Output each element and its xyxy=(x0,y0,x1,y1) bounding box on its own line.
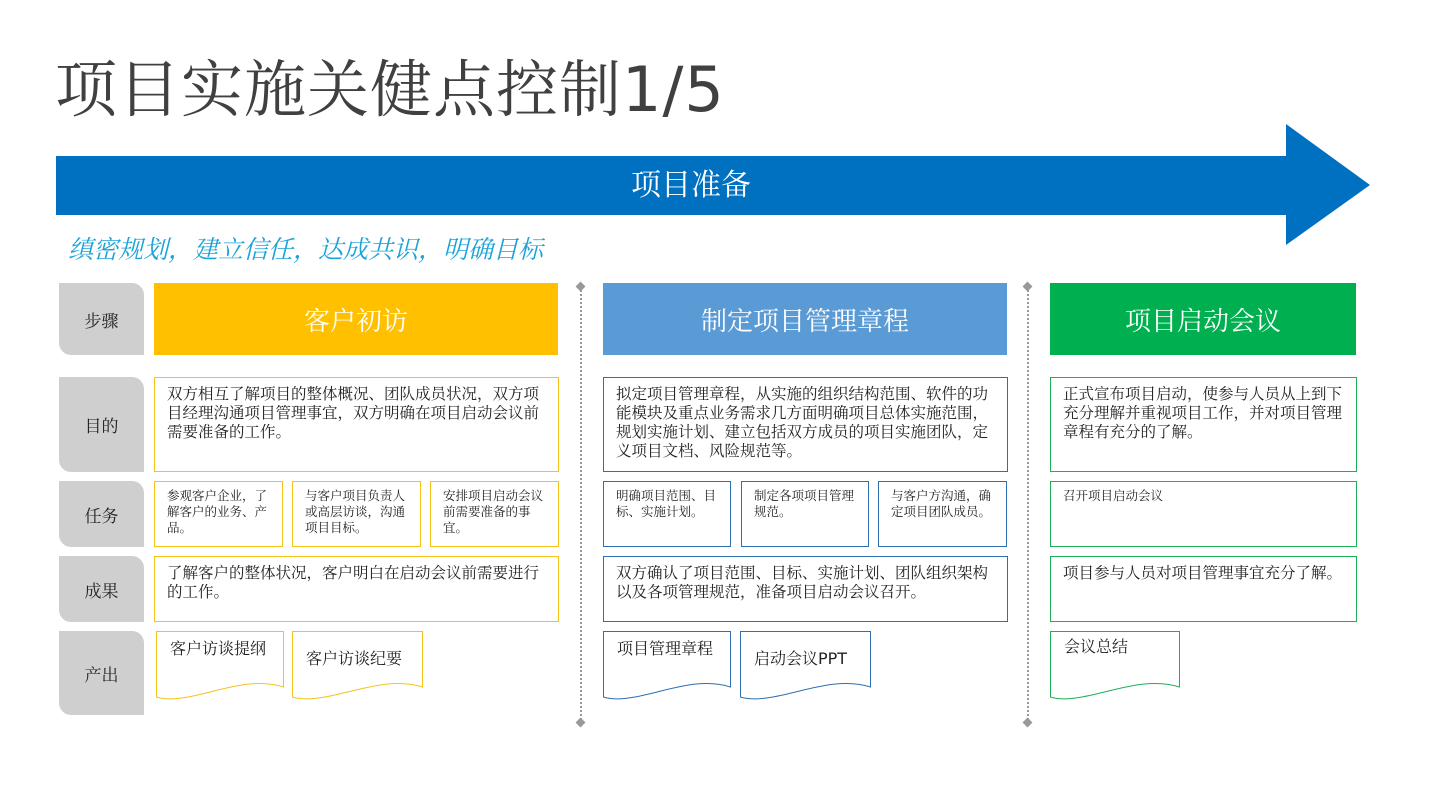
task-box: 安排项目启动会议前需要准备的事宜。 xyxy=(430,481,559,547)
tagline: 缜密规划，建立信任，达成共识，明确目标 xyxy=(68,235,544,264)
column-header-client-visit: 客户初访 xyxy=(154,283,558,355)
task-box: 参观客户企业，了解客户的业务、产品。 xyxy=(154,481,283,547)
output-document xyxy=(1050,631,1180,701)
result-box: 项目参与人员对项目管理事宜充分了解。 xyxy=(1050,556,1357,622)
output-document xyxy=(740,631,871,701)
column-header-management-charter: 制定项目管理章程 xyxy=(603,283,1007,355)
task-box: 与客户方沟通，确定项目团队成员。 xyxy=(878,481,1007,547)
result-box: 了解客户的整体状况，客户明白在启动会议前需要进行的工作。 xyxy=(154,556,559,622)
page-title: 项目实施关健点控制1/5 xyxy=(55,53,725,126)
output-label: 客户访谈纪要 xyxy=(306,649,403,668)
column-separator xyxy=(580,290,582,720)
row-label-step: 步骤 xyxy=(59,283,144,355)
task-box: 召开项目启动会议 xyxy=(1050,481,1357,547)
row-label-result: 成果 xyxy=(59,556,144,622)
row-label-task: 任务 xyxy=(59,481,144,547)
task-box: 制定各项项目管理规范。 xyxy=(741,481,869,547)
phase-label: 项目准备 xyxy=(631,168,751,203)
output-label: 客户访谈提纲 xyxy=(170,639,267,658)
purpose-box: 拟定项目管理章程，从实施的组织结构范围、软件的功能模块及重点业务需求几方面明确项目总体实施范围，规划实施计划、建立包括双方成员的项目实施团队，定义项目文档、风险规范等。 xyxy=(603,377,1008,472)
output-document xyxy=(603,631,731,701)
output-document xyxy=(156,631,284,701)
purpose-box: 正式宣布项目启动，使参与人员从上到下充分理解并重视项目工作，并对项目管理章程有充分的了解。 xyxy=(1050,377,1357,472)
output-label: 会议总结 xyxy=(1064,637,1129,656)
column-header-kickoff-meeting: 项目启动会议 xyxy=(1050,283,1356,355)
purpose-box: 双方相互了解项目的整体概况、团队成员状况，双方项目经理沟通项目管理事宜，双方明确在项目启动会议前需要准备的工作。 xyxy=(154,377,559,472)
column-separator xyxy=(1027,290,1029,720)
separator-cap-bottom xyxy=(576,718,586,728)
output-label: 项目管理章程 xyxy=(617,639,714,658)
separator-cap-bottom xyxy=(1023,718,1033,728)
result-box: 双方确认了项目范围、目标、实施计划、团队组织架构以及各项管理规范，准备项目启动会议召开。 xyxy=(603,556,1008,622)
row-label-purpose: 目的 xyxy=(59,377,144,472)
row-label-output: 产出 xyxy=(59,631,144,715)
output-label: 启动会议PPT xyxy=(754,649,848,668)
task-box: 明确项目范围、目标、实施计划。 xyxy=(603,481,731,547)
output-document xyxy=(292,631,423,701)
task-box: 与客户项目负责人或高层访谈，沟通项目目标。 xyxy=(292,481,421,547)
